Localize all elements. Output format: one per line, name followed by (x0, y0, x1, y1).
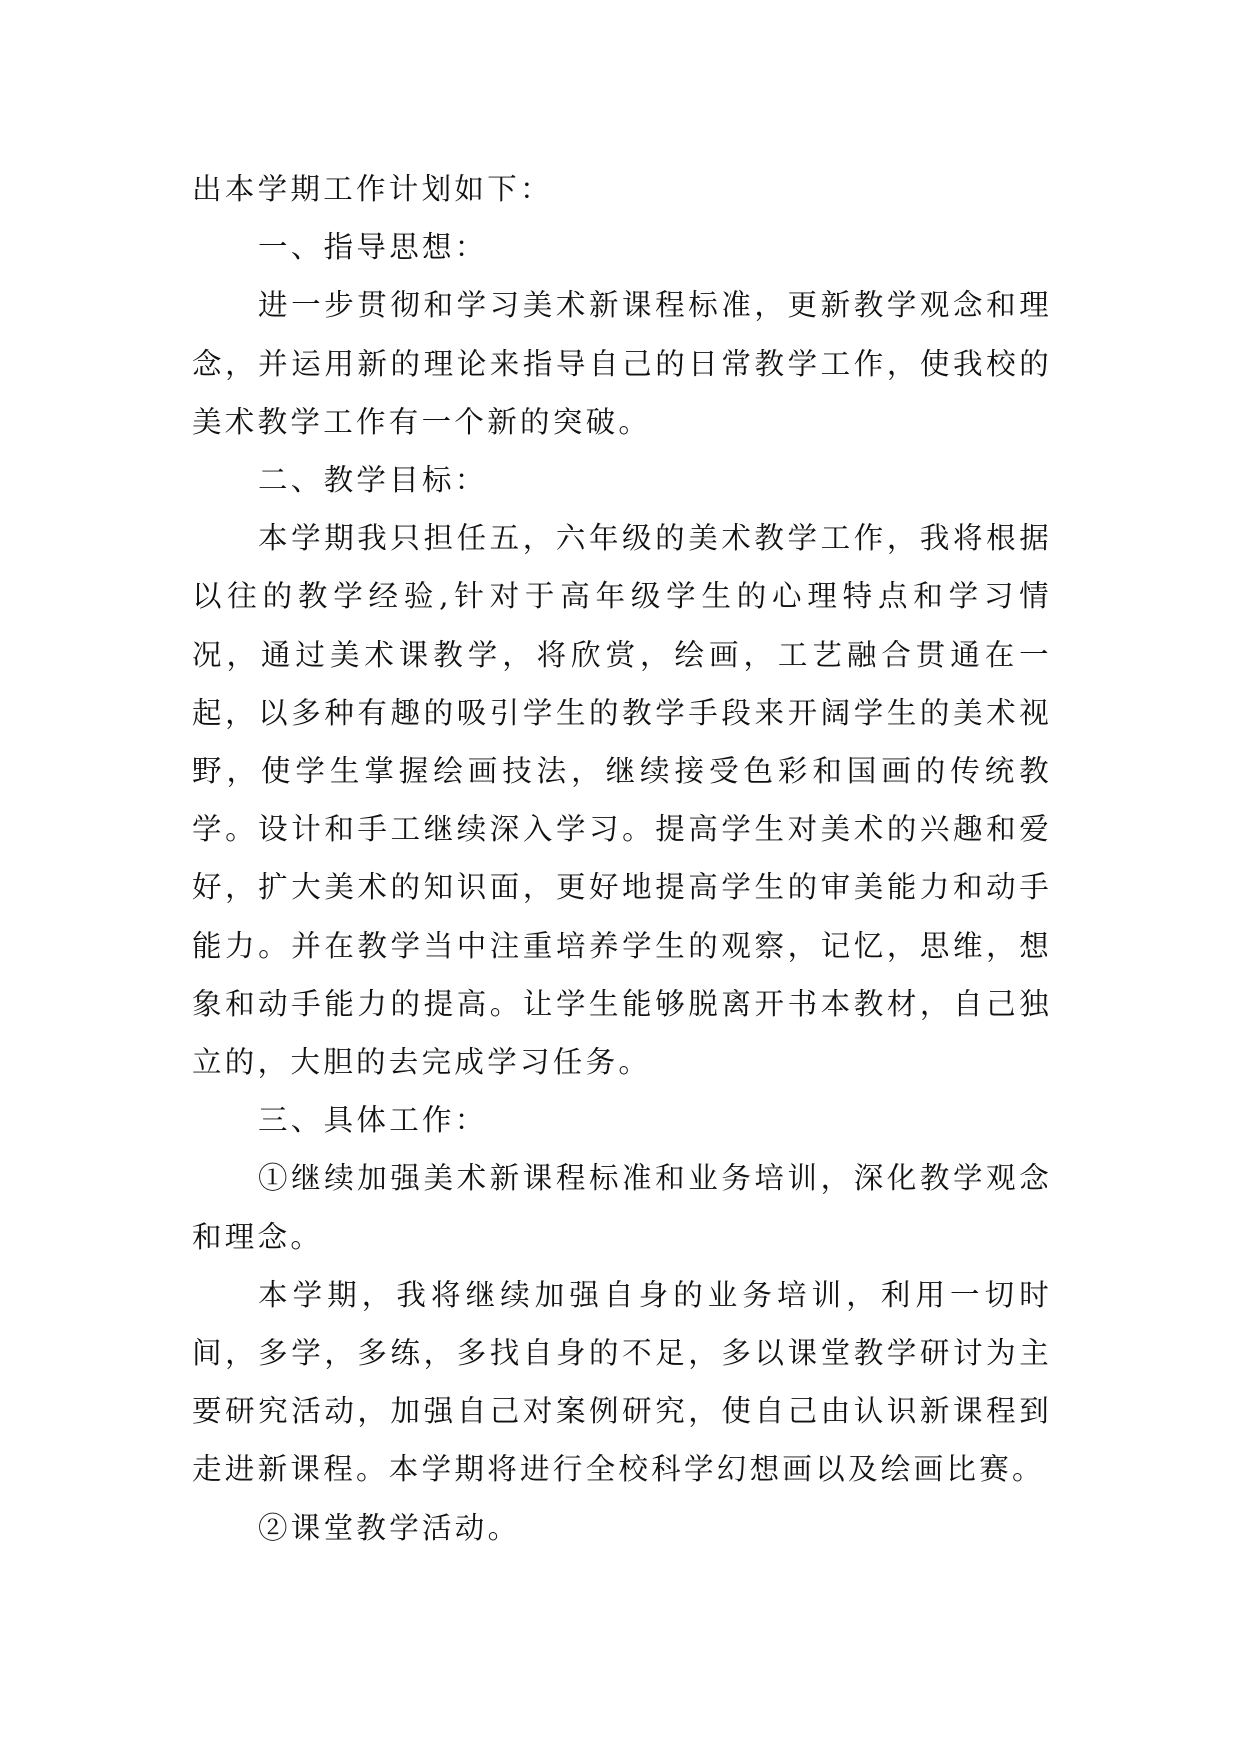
heading-teaching-goals: 二、教学目标： (258, 463, 488, 498)
list-item-classroom-activities: ②课堂教学活动。 (258, 1510, 521, 1545)
document-body (192, 160, 1052, 1557)
paragraph-guiding-ideology: 进一步贯彻和学习美术新课程标准，更新教学观念和理念，并运用新的理论来指导自己的日常教学工作，使我校的美术教学工作有一个新的突破。 (192, 288, 1052, 439)
paragraph-teaching-goals: 本学期我只担任五，六年级的美术教学工作，我将根据以往的教学经验,针对于高年级学生的心理特点和学习情况，通过美术课教学，将欣赏，绘画，工艺融合贯通在一起，以多种有趣的吸引学生的教学手段来开阔学生的美术视野，使学生掌握绘画技法，继续接受色彩和国画的传统教学。设计和手工继续深入学习。提高学生对美术的兴趣和爱好，扩大美术的知识面，更好地提高学生的审美能力和动手能力。并在教学当中注重培养学生的观察，记忆，思维，想象和动手能力的提高。让学生能够脱离开书本教材，自己独立的，大胆的去完成学习任务。 (192, 521, 1052, 1080)
paragraph-intro-continuation: 出本学期工作计划如下： (192, 172, 553, 206)
paragraph-training-details: 本学期，我将继续加强自身的业务培训，利用一切时间，多学，多练，多找自身的不足，多以课堂教学研讨为主要研究活动，加强自己对案例研究，使自己由认识新课程到走进新课程。本学期将进行全校科学幻想画以及绘画比赛。 (192, 1277, 1052, 1487)
list-item-training: ①继续加强美术新课程标准和业务培训，深化教学观念和理念。 (192, 1161, 1052, 1254)
heading-specific-work: 三、具体工作： (258, 1103, 488, 1138)
heading-guiding-ideology: 一、指导思想： (258, 230, 488, 265)
